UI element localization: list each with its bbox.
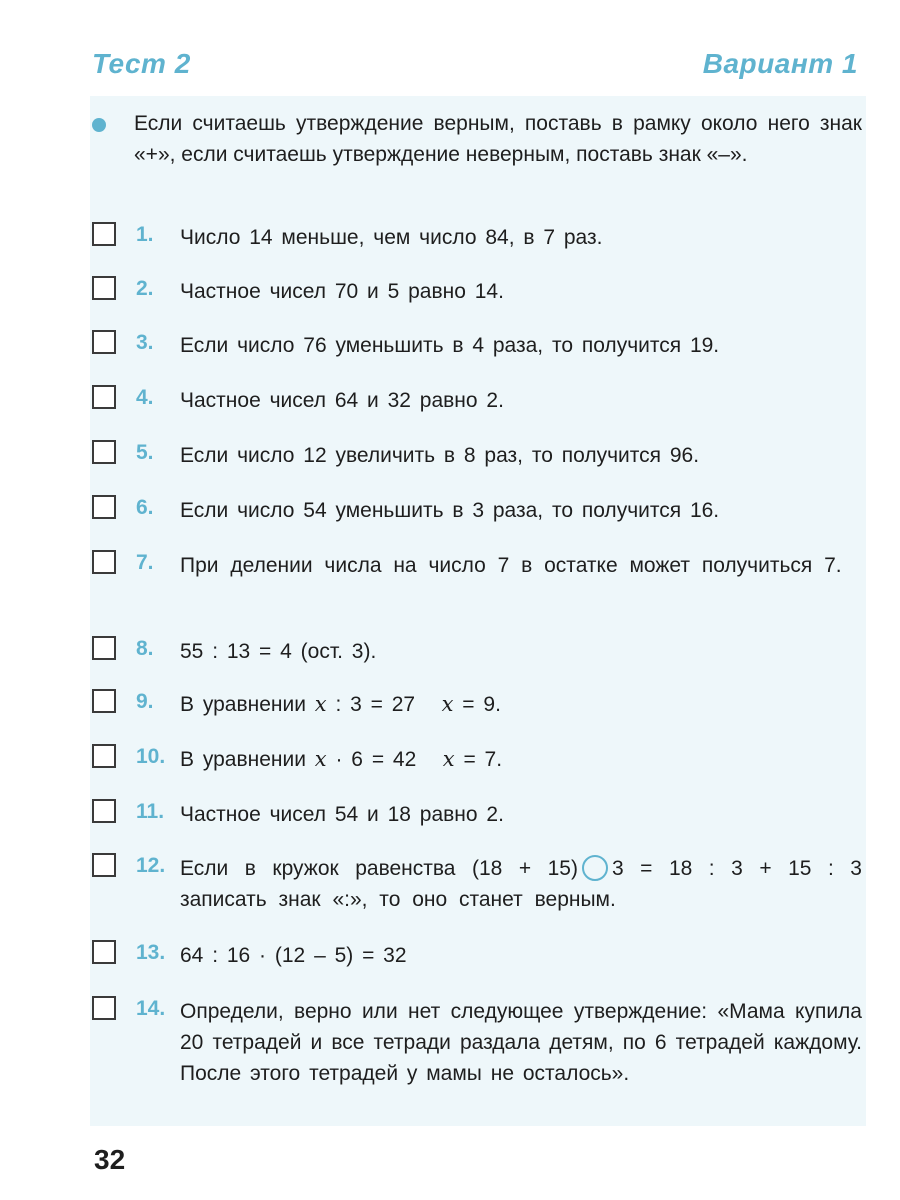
answer-checkbox-11[interactable]: [92, 799, 116, 823]
variant-label: Вариант 1: [702, 48, 858, 79]
statement-number: 1.: [136, 223, 154, 246]
answer-checkbox-9[interactable]: [92, 689, 116, 713]
text-part: · 6 = 42: [326, 748, 443, 771]
statement-text: Частное чисел 54 и 18 равно 2.: [180, 803, 504, 826]
statement-number: 8.: [136, 637, 154, 660]
statement-text: Если число 76 уменьшить в 4 раза, то получится 19.: [180, 334, 720, 357]
statement-text: При делении числа на число 7 в остатке может получиться 7.: [180, 554, 842, 577]
statement-text: Определи, верно или нет следующее утверждение: «Мама купила 20 тетрадей и все тетради раздала детям, по 6 тетрадей каждому. После этого тетрадей у мамы не осталось».: [180, 1000, 862, 1085]
statement-text: Если число 12 увеличить в 8 раз, то получится 96.: [180, 444, 700, 467]
statement-number: 4.: [136, 386, 154, 409]
answer-checkbox-7[interactable]: [92, 550, 116, 574]
instructions: Если считаешь утверждение верным, поставь в рамку около него знак «+», если считаешь утверждение неверным, поставь знак «–».: [134, 112, 862, 166]
variable-x: x: [314, 692, 327, 716]
answer-checkbox-3[interactable]: [92, 330, 116, 354]
statement-number: 14.: [136, 997, 166, 1020]
statement-text: 64 : 16 · (12 – 5) = 32: [180, 944, 407, 967]
text-part: : 3 = 27: [326, 693, 442, 716]
statement-text: Число 14 меньше, чем число 84, в 7 раз.: [180, 226, 603, 249]
test-title: Тест 2: [92, 48, 191, 79]
variable-x: x: [314, 747, 327, 771]
bullet-icon: [92, 118, 106, 132]
statement-number: 11.: [136, 800, 165, 823]
statement-number: 9.: [136, 690, 154, 713]
text-part: В уравнении: [180, 693, 315, 716]
statement-number: 2.: [136, 277, 154, 300]
answer-checkbox-4[interactable]: [92, 385, 116, 409]
variable-x: x: [441, 692, 454, 716]
statement-text: Частное чисел 70 и 5 равно 14.: [180, 280, 504, 303]
statement-text: [180, 689, 862, 720]
answer-checkbox-12[interactable]: [92, 853, 116, 877]
answer-checkbox-1[interactable]: [92, 222, 116, 246]
statement-number: 5.: [136, 441, 154, 464]
statement-text: [180, 744, 862, 775]
statement-text: [180, 853, 862, 915]
text-part: = 7.: [454, 748, 503, 771]
answer-checkbox-6[interactable]: [92, 495, 116, 519]
statement-number: 12.: [136, 854, 166, 877]
variable-x: x: [442, 747, 455, 771]
statement-number: 7.: [136, 551, 154, 574]
answer-checkbox-10[interactable]: [92, 744, 116, 768]
page-number: 32: [94, 1144, 126, 1175]
answer-checkbox-2[interactable]: [92, 276, 116, 300]
statement-number: 10.: [136, 745, 166, 768]
text-part: 3 = 18 : 3 + 15 : 3 записать знак «:», то оно станет верным.: [180, 857, 862, 911]
statement-text: 55 : 13 = 4 (ост. 3).: [180, 640, 377, 663]
answer-checkbox-8[interactable]: [92, 636, 116, 660]
statement-number: 3.: [136, 331, 154, 354]
answer-checkbox-13[interactable]: [92, 940, 116, 964]
answer-checkbox-5[interactable]: [92, 440, 116, 464]
text-part: = 9.: [453, 693, 501, 716]
empty-circle-icon: [582, 855, 608, 881]
text-part: Если в кружок равенства (18 + 15): [180, 857, 578, 880]
statement-number: 13.: [136, 941, 166, 964]
text-part: В уравнении: [180, 748, 315, 771]
statement-number: 6.: [136, 496, 154, 519]
statement-text: Если число 54 уменьшить в 3 раза, то получится 16.: [180, 499, 720, 522]
answer-checkbox-14[interactable]: [92, 996, 116, 1020]
statement-text: Частное чисел 64 и 32 равно 2.: [180, 389, 504, 412]
